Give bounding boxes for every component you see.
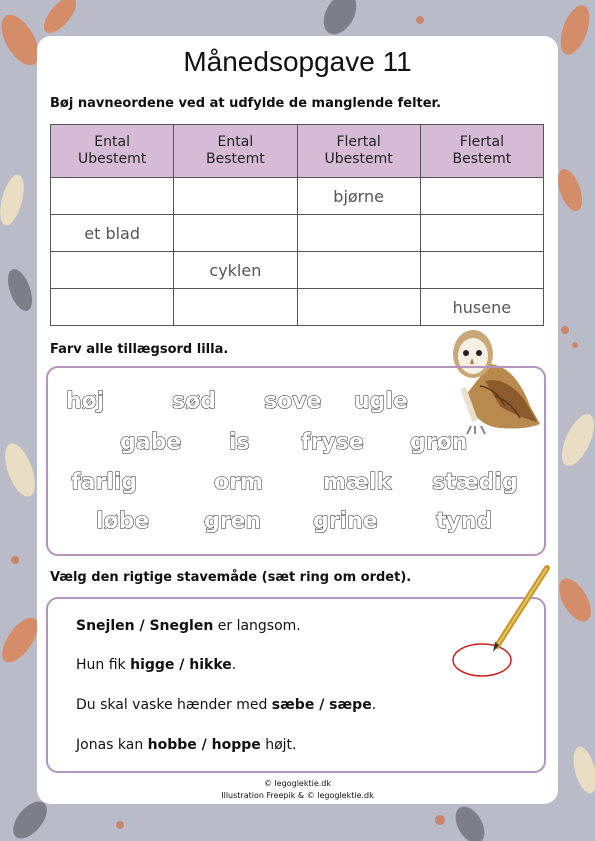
worksheet bbox=[37, 36, 558, 804]
instruction-adjectives: Farv alle tillægsord lilla. bbox=[50, 342, 229, 357]
noun-table bbox=[50, 124, 544, 326]
word-tile[interactable]: tynd bbox=[436, 509, 493, 534]
footer-copyright: © legoglektie.dk bbox=[263, 779, 332, 788]
table-cell[interactable] bbox=[297, 289, 420, 326]
table-cell[interactable] bbox=[51, 252, 174, 289]
table-cell[interactable] bbox=[297, 252, 420, 289]
word-tile[interactable]: sød bbox=[172, 389, 216, 414]
table-cell[interactable] bbox=[51, 289, 174, 326]
pencil-circle-icon bbox=[447, 564, 557, 684]
spelling-options[interactable]: hobbe / hoppe bbox=[147, 737, 261, 753]
word-tile[interactable]: fryse bbox=[301, 430, 364, 455]
table-header-row bbox=[51, 125, 544, 178]
spelling-sentence bbox=[76, 737, 296, 753]
table-row bbox=[51, 178, 544, 215]
table-cell[interactable] bbox=[297, 215, 420, 252]
word-tile[interactable]: gabe bbox=[120, 430, 182, 455]
word-tile[interactable]: farlig bbox=[71, 470, 138, 495]
table-cell: husene bbox=[420, 289, 543, 326]
instruction-noun-table: Bøj navneordene ved at udfylde de manglende felter. bbox=[50, 96, 442, 111]
page-title: Månedsopgave 11 bbox=[183, 46, 412, 77]
sentence-text: højt. bbox=[260, 737, 297, 753]
sentence-text: Jonas kan bbox=[76, 737, 148, 753]
spelling-options[interactable]: higge / hikke bbox=[130, 657, 232, 673]
spelling-sentence bbox=[76, 697, 376, 713]
word-tile[interactable]: høj bbox=[66, 389, 105, 414]
table-cell[interactable] bbox=[174, 215, 297, 252]
adjectives-box bbox=[46, 366, 546, 556]
sentence-text: Hun fik bbox=[76, 657, 131, 673]
word-tile[interactable]: sove bbox=[264, 389, 322, 414]
table-cell: et blad bbox=[51, 215, 174, 252]
instruction-spelling: Vælg den rigtige stavemåde (sæt ring om ordet). bbox=[50, 570, 412, 585]
table-row bbox=[51, 252, 544, 289]
table-row bbox=[51, 289, 544, 326]
table-row bbox=[51, 215, 544, 252]
spelling-options[interactable]: Snejlen / Sneglen bbox=[76, 618, 214, 634]
word-tile[interactable]: gren bbox=[204, 509, 262, 534]
word-tile[interactable]: løbe bbox=[96, 509, 150, 534]
word-tile[interactable]: stædig bbox=[432, 470, 518, 495]
table-cell[interactable] bbox=[420, 215, 543, 252]
word-tile[interactable]: ugle bbox=[354, 389, 408, 414]
table-cell: cyklen bbox=[174, 252, 297, 289]
spelling-sentence bbox=[76, 618, 301, 634]
spelling-sentence bbox=[76, 657, 236, 673]
footer-credits: Illustration Freepik & © legoglektie.dk bbox=[221, 791, 374, 800]
sentence-text: . bbox=[231, 657, 237, 673]
word-tile[interactable]: grine bbox=[313, 509, 378, 534]
table-cell: bjørne bbox=[297, 178, 420, 215]
header-cell: Flertal Ubestemt bbox=[297, 125, 420, 178]
table-cell[interactable] bbox=[420, 252, 543, 289]
sentence-text: Du skal vaske hænder med bbox=[76, 697, 272, 713]
word-tile[interactable]: grøn bbox=[410, 430, 468, 455]
word-tile[interactable]: is bbox=[229, 430, 250, 455]
sentence-text: er langsom. bbox=[213, 618, 301, 634]
table-cell[interactable] bbox=[51, 178, 174, 215]
table-cell[interactable] bbox=[174, 178, 297, 215]
word-tile[interactable]: mælk bbox=[323, 470, 392, 495]
header-cell: Flertal Bestemt bbox=[420, 125, 543, 178]
header-cell: Ental Ubestemt bbox=[51, 125, 174, 178]
table-cell[interactable] bbox=[420, 178, 543, 215]
table-cell[interactable] bbox=[174, 289, 297, 326]
header-cell: Ental Bestemt bbox=[174, 125, 297, 178]
sentence-text: . bbox=[371, 697, 377, 713]
spelling-options[interactable]: sæbe / sæpe bbox=[271, 697, 372, 713]
word-tile[interactable]: orm bbox=[214, 470, 263, 495]
